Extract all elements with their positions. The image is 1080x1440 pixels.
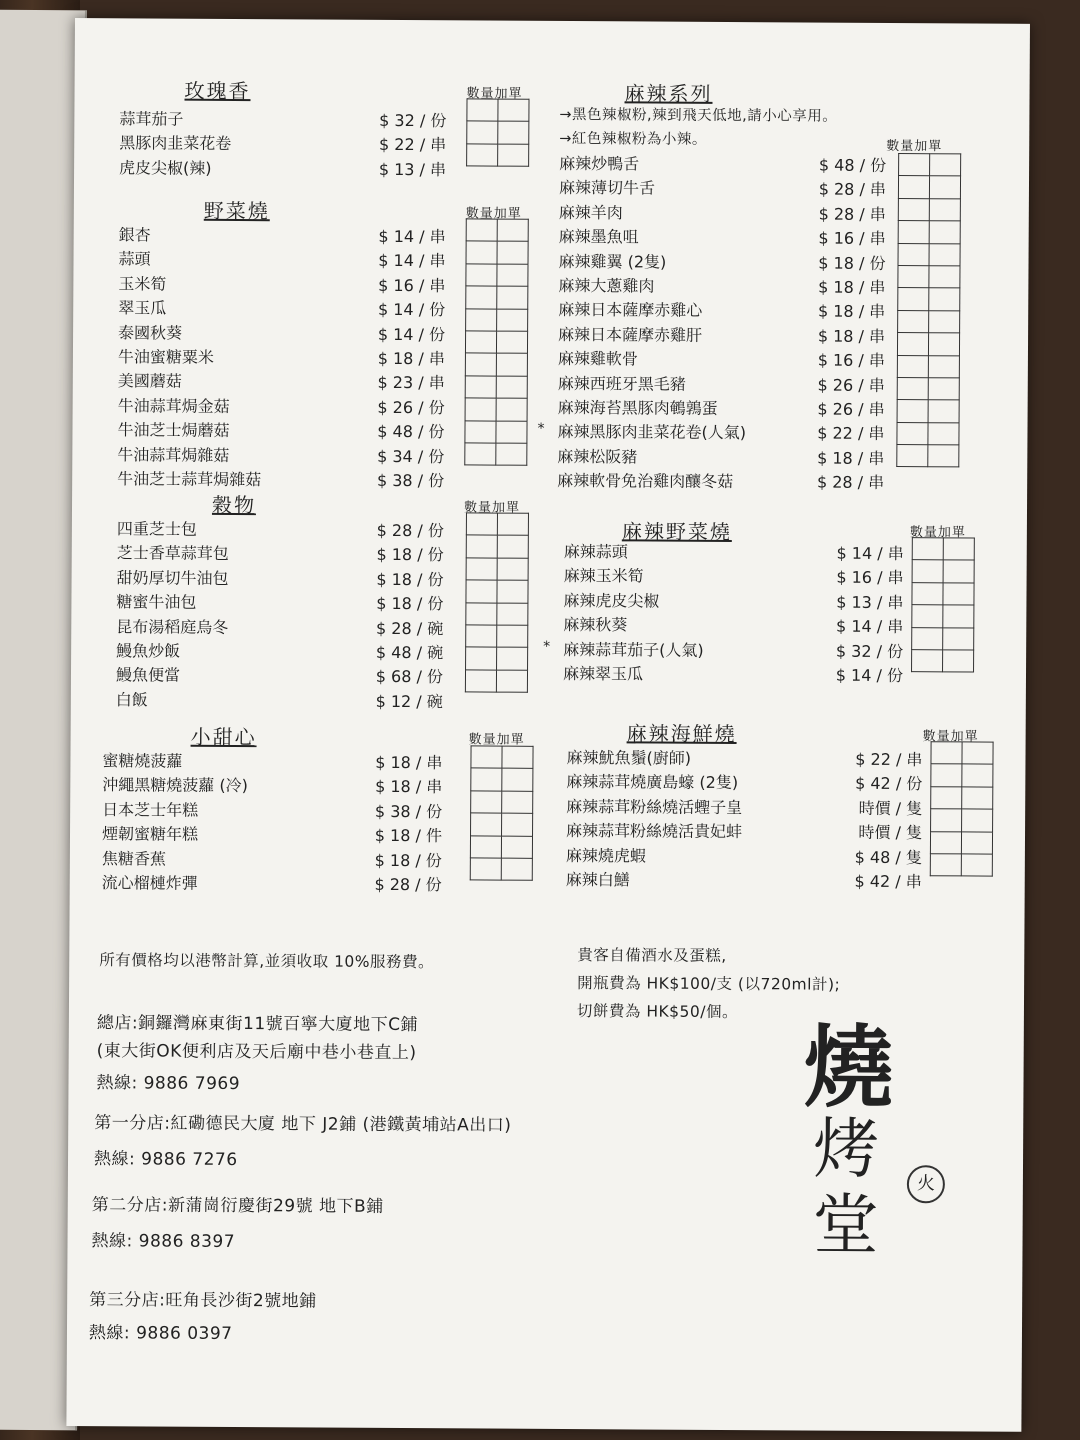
qty-cell[interactable] [928,333,959,356]
qty-cell[interactable] [929,243,960,266]
item-price: $ 14 / 串 [378,251,446,271]
item-price: $ 48 / 份 [377,422,445,442]
qty-cell[interactable] [501,858,532,881]
qty-cell[interactable] [931,809,962,832]
qty-cell[interactable] [943,627,974,650]
item-price: $ 28 / 碗 [376,618,444,638]
qty-cell[interactable] [471,768,502,791]
item-name: 牛油芝士焗蘑菇 [117,420,230,441]
item-name: 牛油蒜茸焗金菇 [117,396,230,416]
item-name: 泰國秋葵 [118,322,183,343]
item-name: 麻辣蒜茸粉絲燒活蟶子皇 [566,796,743,817]
qty-cell[interactable] [496,398,527,421]
item-price: $ 18 / 份 [376,545,444,565]
item-price: $ 38 / 份 [376,470,445,491]
section-title: 小甜心 [190,724,257,750]
qty-cell[interactable] [502,769,533,792]
branch-main-phone: 熱線: 9886 7969 [96,1073,241,1095]
item-name: 麻辣軟骨免治雞肉釀冬菇 [557,471,734,492]
item-name: 甜奶厚切牛油包 [116,568,229,588]
qty-cell[interactable] [466,625,497,648]
qty-order-grid [470,745,534,881]
branch-main-directions: (東大街OK便利店及天后廟中巷小巷直上) [96,1041,417,1064]
item-name: 麻辣大蔥雞肉 [558,275,655,296]
item-name: 虎皮尖椒(辣) [119,158,212,178]
qty-cell[interactable] [466,219,497,242]
qty-cell[interactable] [496,421,527,444]
item-name: 麻辣黑豚肉韭菜花卷(人氣) [557,422,747,443]
item-name: 牛油芝士蒜茸焗雜菇 [117,469,262,490]
qty-cell[interactable] [898,310,929,333]
qty-cell[interactable] [943,538,974,561]
item-price: $ 18 / 串 [377,348,445,369]
qty-cell[interactable] [897,333,928,356]
item-name: 牛油蒜茸焗雜菇 [117,444,230,465]
qty-cell[interactable] [466,602,497,625]
item-name: 麻辣白鱔 [565,870,630,890]
item-price: $ 34 / 份 [377,446,445,466]
qty-cell[interactable] [496,331,527,354]
logo-char-1: 燒 [803,1014,894,1122]
qty-cell[interactable] [912,627,943,650]
qty-cell[interactable] [931,764,962,787]
item-name: 蒜茸茄子 [119,109,184,129]
item-price: $ 12 / 碗 [375,691,443,712]
qty-cell[interactable] [929,221,960,244]
qty-order-grid [896,153,961,468]
qty-cell[interactable] [466,647,497,670]
qty-cell[interactable] [465,331,496,354]
item-price: $ 48 / 份 [818,155,887,175]
item-name: 日本芝士年糕 [102,799,199,820]
qty-cell[interactable] [898,288,929,311]
item-name: 麻辣薄切牛舌 [558,178,656,198]
qty-cell[interactable] [929,310,960,333]
item-name: 麻辣羊肉 [558,202,623,223]
item-price: $ 18 / 串 [375,752,443,773]
qty-cell[interactable] [928,422,959,445]
branch-2-phone: 熱線: 9886 8397 [91,1231,236,1253]
item-name: 牛油蜜糖粟米 [117,347,215,367]
item-price: $ 22 / 串 [817,423,885,444]
qty-cell[interactable] [497,219,528,242]
section-title: 野菜燒 [203,198,270,224]
qty-cell[interactable] [962,764,993,787]
item-name: 麻辣蒜茸茄子(人氣) [563,639,704,660]
qty-cell[interactable] [496,376,527,399]
qty-column-header: 數量加單 [468,732,525,748]
item-name: 鰻魚便當 [115,665,181,686]
qty-order-grid [930,741,994,877]
item-price: $ 18 / 份 [376,594,444,614]
qty-cell[interactable] [929,288,960,311]
item-name: 麻辣魷魚鬚(廚師) [566,748,692,768]
corkage-line-1: 貴客自備酒水及蛋糕, [577,946,727,965]
item-price: $ 26 / 份 [377,397,445,418]
item-name: 白飯 [115,690,148,710]
item-name: 蜜糖燒菠蘿 [102,751,183,771]
item-price: 時價 / 隻 [858,822,923,843]
qty-column-header: 數量加單 [886,138,943,155]
qty-cell[interactable] [470,835,501,858]
qty-cell[interactable] [498,99,529,122]
item-price: $ 16 / 串 [818,228,886,249]
branch-3-address: 第三分店:旺角長沙街2號地鋪 [89,1290,317,1312]
item-name: 沖繩黑糖燒菠蘿 (冷) [102,775,248,796]
qty-cell[interactable] [943,583,974,606]
qty-order-grid [466,98,529,167]
item-price: $ 14 / 份 [835,665,904,686]
branch-1-phone: 熱線: 9886 7276 [93,1149,238,1171]
item-name: 鰻魚炒飯 [116,641,181,661]
qty-cell[interactable] [930,831,961,854]
qty-cell[interactable] [497,647,528,670]
item-name: 麻辣雞軟骨 [557,349,639,369]
branch-3-phone: 熱線: 9886 0397 [88,1323,233,1344]
qty-cell[interactable] [502,813,533,836]
item-name: 芝士香草蒜茸包 [116,543,229,564]
qty-cell[interactable] [497,625,528,648]
qty-cell[interactable] [912,650,943,673]
item-name: 麻辣雞翼 (2隻) [558,251,667,272]
item-price: $ 18 / 串 [817,301,886,322]
item-price: $ 14 / 串 [836,616,904,637]
section-title: 麻辣系列 [624,81,713,106]
item-name: 流心榴槤炸彈 [101,873,198,893]
qty-cell[interactable] [897,422,928,445]
item-name: 煙韌蜜糖年糕 [101,824,199,844]
qty-column-header: 數量加單 [465,206,522,222]
branch-1-address: 第一分店:紅磡德民大廈 地下 J2鋪 (港鐵黃埔站A出口) [94,1113,512,1136]
item-price: $ 32 / 份 [835,641,904,661]
qty-cell[interactable] [928,378,959,401]
logo-char-3: 堂 [812,1186,879,1264]
item-name: 麻辣秋葵 [563,615,628,635]
qty-cell[interactable] [929,176,960,199]
item-price: $ 42 / 份 [855,774,923,794]
qty-column-header: 數量加單 [463,500,521,516]
item-name: 玉米筍 [118,274,167,294]
item-price: $ 28 / 串 [816,472,885,493]
item-price: 時價 / 隻 [858,798,923,818]
qty-cell[interactable] [498,144,529,167]
qty-cell[interactable] [898,265,929,288]
item-price: $ 18 / 串 [817,326,886,346]
qty-cell[interactable] [466,580,497,603]
item-price: $ 18 / 份 [818,253,886,273]
item-name: 麻辣燒虎蝦 [565,845,646,866]
qty-cell[interactable] [496,670,527,693]
section-title: 麻辣野菜燒 [621,519,732,545]
item-price: $ 14 / 串 [836,543,904,564]
qty-order-grid [464,218,529,466]
item-name: 糖蜜牛油包 [116,592,197,612]
item-name: 麻辣玉米筍 [563,566,644,586]
qty-cell[interactable] [912,560,943,583]
qty-cell[interactable] [497,513,528,536]
section-title: 玫瑰香 [184,78,251,104]
qty-cell[interactable] [502,746,533,769]
popular-star-icon: * [543,638,551,655]
qty-order-grid [911,537,975,673]
qty-cell[interactable] [471,813,502,836]
item-name: 美國蘑菇 [117,371,182,392]
qty-cell[interactable] [497,603,528,626]
item-name: 麻辣蒜茸燒廣島蠔 (2隻) [566,772,739,793]
spice-note: →紅色辣椒粉為小辣。 [559,130,707,148]
qty-cell[interactable] [466,286,497,309]
qty-cell[interactable] [962,787,993,810]
logo-seal-icon: 火 [907,1165,945,1203]
logo-char-2: 烤 [812,1110,880,1188]
qty-cell[interactable] [498,121,529,144]
qty-cell[interactable] [496,353,527,376]
qty-cell[interactable] [466,264,497,287]
item-price: $ 22 / 串 [378,135,447,155]
qty-cell[interactable] [466,308,497,331]
qty-cell[interactable] [465,670,496,693]
qty-cell[interactable] [898,243,929,266]
qty-cell[interactable] [470,858,501,881]
qty-cell[interactable] [897,355,928,378]
qty-cell[interactable] [897,377,928,400]
item-price: $ 18 / 份 [376,569,444,590]
item-name: 麻辣虎皮尖椒 [563,590,660,611]
qty-cell[interactable] [928,400,959,423]
qty-cell[interactable] [899,154,930,177]
item-price: $ 18 / 串 [375,777,443,797]
qty-cell[interactable] [898,221,929,244]
item-name: 銀杏 [118,225,151,245]
item-price: $ 14 / 串 [378,226,446,247]
item-price: $ 26 / 串 [817,399,885,419]
qty-cell[interactable] [497,580,528,603]
item-name: 翠玉瓜 [118,298,167,318]
section-title: 穀物 [211,492,257,518]
qty-cell[interactable] [898,198,929,221]
qty-cell[interactable] [931,787,962,810]
qty-cell[interactable] [912,582,943,605]
qty-cell[interactable] [497,241,528,264]
item-price: $ 48 / 碗 [375,642,444,663]
item-name: 麻辣蒜頭 [563,541,628,562]
item-price: $ 48 / 隻 [854,847,922,867]
section-title: 麻辣海鮮燒 [626,721,737,747]
service-charge-note: 所有價格均以港幣計算,並須收取 10%服務費。 [99,951,435,972]
qty-cell[interactable] [497,535,528,558]
qty-cell[interactable] [466,535,497,558]
qty-cell[interactable] [930,154,961,177]
popular-star-icon: * [537,421,545,438]
item-name: 麻辣海苔黑豚肉鵪鶉蛋 [557,397,718,418]
qty-cell[interactable] [497,264,528,287]
item-price: $ 16 / 串 [817,350,885,371]
item-price: $ 16 / 串 [836,568,904,588]
qty-cell[interactable] [466,241,497,264]
qty-cell[interactable] [471,746,502,769]
item-name: 麻辣西班牙黑毛豬 [557,373,686,394]
qty-cell[interactable] [466,558,497,581]
qty-cell[interactable] [897,445,928,468]
qty-cell[interactable] [898,176,929,199]
qty-cell[interactable] [931,742,962,765]
item-price: $ 32 / 份 [379,110,447,131]
qty-cell[interactable] [929,199,960,222]
qty-cell[interactable] [930,854,961,877]
qty-cell[interactable] [496,443,527,466]
qty-cell[interactable] [912,605,943,628]
qty-cell[interactable] [501,836,532,859]
item-name: 黑豚肉韭菜花卷 [119,133,232,154]
item-price: $ 13 / 串 [836,592,904,612]
item-price: $ 68 / 份 [375,667,444,687]
qty-cell[interactable] [465,443,496,466]
item-price: $ 26 / 串 [817,375,885,395]
qty-column-header: 數量加單 [922,729,979,745]
spice-note: →黑色辣椒粉,辣到飛天低地,請小心享用。 [559,106,838,125]
corkage-line-3: 切餅費為 HK$50/個。 [576,1002,739,1022]
qty-cell[interactable] [961,854,992,877]
qty-cell[interactable] [465,376,496,399]
item-price: $ 28 / 份 [374,874,442,895]
qty-cell[interactable] [465,353,496,376]
qty-cell[interactable] [943,650,974,673]
qty-cell[interactable] [465,420,496,443]
qty-cell[interactable] [497,286,528,309]
qty-cell[interactable] [961,831,992,854]
item-name: 焦糖香蕉 [101,848,166,869]
qty-order-grid [465,512,529,693]
item-name: 昆布湯稻庭烏冬 [116,616,229,637]
item-name: 麻辣日本薩摩赤雞心 [558,300,703,321]
menu-sheet [66,18,1030,1432]
item-price: $ 23 / 串 [377,373,445,393]
qty-cell[interactable] [502,791,533,814]
qty-cell[interactable] [467,121,498,144]
item-name: 麻辣炒鴨舌 [559,153,640,174]
qty-cell[interactable] [928,445,959,468]
item-name: 麻辣松阪豬 [557,446,638,467]
item-price: $ 22 / 串 [855,749,923,770]
qty-cell[interactable] [497,309,528,332]
qty-cell[interactable] [467,144,498,167]
item-name: 麻辣蒜茸粉絲燒活貴妃蚌 [565,821,743,842]
item-price: $ 18 / 串 [817,448,885,468]
qty-cell[interactable] [497,558,528,581]
qty-cell[interactable] [897,400,928,423]
item-price: $ 28 / 串 [818,204,886,224]
item-price: $ 18 / 件 [374,826,443,846]
qty-cell[interactable] [465,398,496,421]
item-name: 蒜頭 [118,249,151,269]
item-price: $ 18 / 串 [818,277,886,297]
item-name: 麻辣日本薩摩赤雞肝 [558,324,703,345]
item-price: $ 28 / 份 [376,520,444,541]
item-price: $ 42 / 串 [854,871,922,892]
branch-2-address: 第二分店:新蒲崗衍慶街29號 地下B鋪 [91,1195,384,1217]
item-name: 麻辣墨魚咀 [558,227,639,247]
qty-cell[interactable] [929,266,960,289]
qty-cell[interactable] [943,605,974,628]
qty-column-header: 數量加單 [466,86,523,102]
qty-cell[interactable] [471,791,502,814]
item-price: $ 38 / 份 [374,801,443,822]
corkage-line-2: 開瓶費為 HK$100/支 (以720ml計); [577,974,841,994]
item-price: $ 14 / 份 [377,324,446,344]
item-price: $ 28 / 串 [818,179,887,200]
restaurant-logo [802,1014,994,1283]
qty-cell[interactable] [928,355,959,378]
qty-cell[interactable] [962,742,993,765]
item-name: 麻辣翠玉瓜 [562,663,644,684]
item-price: $ 18 / 份 [374,850,442,870]
item-name: 四重芝士包 [116,519,197,539]
qty-cell[interactable] [467,99,498,122]
item-price: $ 14 / 份 [377,300,446,320]
qty-cell[interactable] [943,560,974,583]
qty-cell[interactable] [912,538,943,561]
item-price: $ 16 / 串 [378,275,446,296]
qty-cell[interactable] [962,809,993,832]
branch-main-address: 總店:銅鑼灣麻東街11號百寧大廈地下C鋪 [96,1013,419,1036]
qty-column-header: 數量加單 [909,525,966,541]
item-price: $ 13 / 串 [378,159,447,180]
qty-cell[interactable] [466,513,497,536]
